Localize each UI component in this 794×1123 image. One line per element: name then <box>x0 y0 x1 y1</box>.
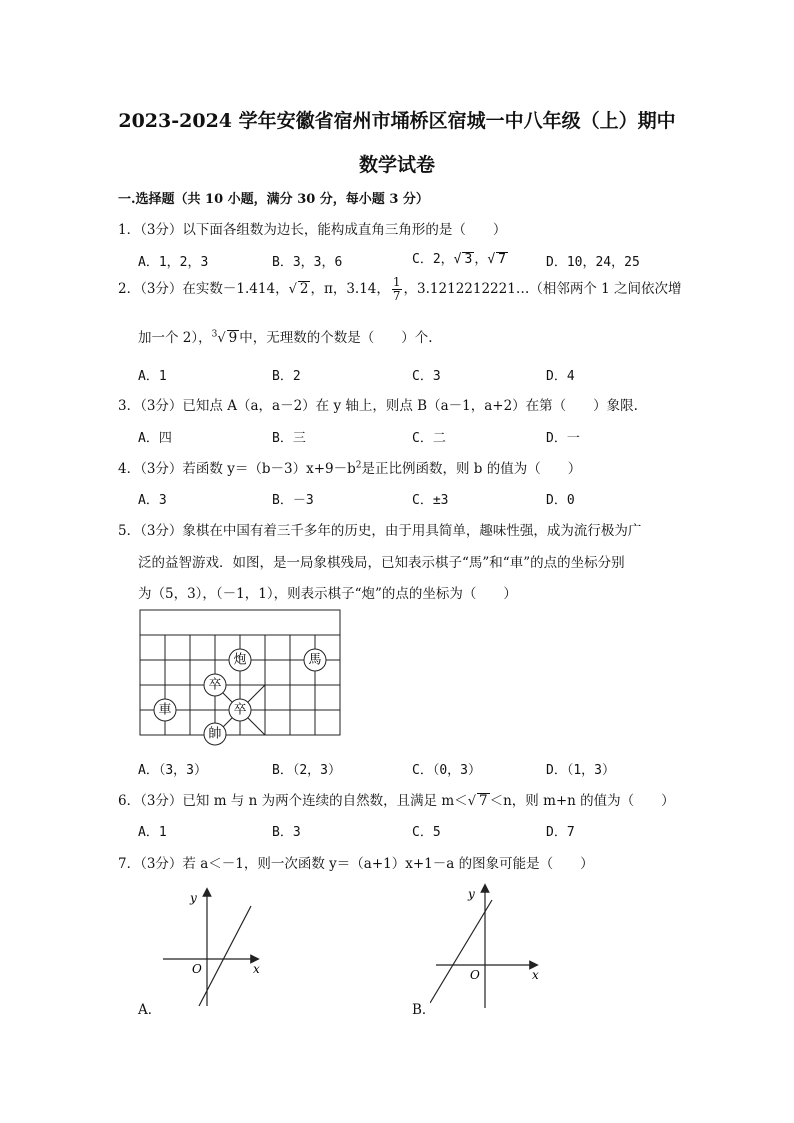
chess-board-figure <box>130 606 350 748</box>
q5-option-d: D．（1，3） <box>546 763 615 778</box>
piece-zu-2 <box>229 699 251 721</box>
piece-ma <box>304 649 326 671</box>
svg-text:O: O <box>470 968 480 982</box>
q2-option-c: C．3 <box>412 369 441 384</box>
svg-text:y: y <box>468 887 475 901</box>
question-4: 4．（3分）若函数 $y=(b-3)x+9-b^2$是正比例函数，则 b 的值为（ ） <box>118 460 582 477</box>
q3-option-a: A．四 <box>138 431 172 446</box>
svg-text:O: O <box>192 962 202 976</box>
piece-zu-1 <box>204 674 226 696</box>
q1-option-b: B．3，3，6 <box>272 255 343 270</box>
page-title: 2023-2024 学年安徽省宿州市埇桥区宿城一中八年级（上）期中 <box>118 110 676 132</box>
q7-option-b-label: B． <box>412 1002 436 1018</box>
svg-text:炮: 炮 <box>233 652 247 668</box>
q1-option-d: D．10，24，25 <box>546 255 640 270</box>
q5-option-c: C．（0，3） <box>412 763 481 778</box>
question-1: 1．（3分）以下面各组数为边长，能构成直角三角形的是（ ） <box>118 222 507 238</box>
q2-option-b: B．2 <box>272 369 301 384</box>
q2-option-d: D．4 <box>546 369 575 384</box>
piece-pao <box>229 649 251 671</box>
graph-a <box>155 884 280 1014</box>
question-2-line2: 加一个 2），$^3$√ 9 中，无理数的个数是（ ）个. <box>138 329 433 346</box>
q4-option-a: A．3 <box>138 493 167 508</box>
q7-option-a-label: A． <box>138 1002 162 1018</box>
q6-option-c: C．5 <box>412 825 441 840</box>
question-6: 6．（3分）已知 m 与 n 为两个连续的自然数，且满足 m＜√ 7 ＜n，则 m+n 的值为（ ） <box>118 793 675 809</box>
q4-option-b: B．－3 <box>272 493 314 508</box>
svg-text:x: x <box>253 962 260 976</box>
q4-option-c: C．±3 <box>412 493 449 508</box>
svg-text:x: x <box>532 968 539 982</box>
question-2-line1: 2．（3分）在实数－1.414，√ 2 ，π，3.14， $\frac{1}{7}$ ，3.1212212221…（相邻两个 1 之间依次增 <box>118 275 682 303</box>
question-7: 7．（3分）若 a＜－1，则一次函数 y＝（a+1）x+1－a 的图象可能是（ ） <box>118 856 594 872</box>
graph-b <box>430 880 555 1015</box>
q6-option-b: B．3 <box>272 825 301 840</box>
question-3: 3．（3分）已知点 A（a，a－2）在 y 轴上，则点 B（a－1，a+2）在第（ ）象限. <box>118 398 638 414</box>
q3-option-c: C．二 <box>412 431 446 446</box>
question-5-line2: 泛的益智游戏．如图，是一局象棋残局，已知表示棋子“馬”和“車”的点的坐标分别 <box>138 555 625 571</box>
q6-option-a: A．1 <box>138 825 167 840</box>
question-5-line3: 为（5，3），（－1，1），则表示棋子“炮”的点的坐标为（ ） <box>138 586 517 602</box>
q3-option-d: D．一 <box>546 431 580 446</box>
svg-text:帥: 帥 <box>208 726 222 742</box>
q4-option-d: D．0 <box>546 493 575 508</box>
section-heading: 一.选择题（共 10 小题，满分 30 分，每小题 3 分） <box>118 192 429 207</box>
svg-text:馬: 馬 <box>308 652 322 668</box>
q5-option-a: A．（3，3） <box>138 763 207 778</box>
question-5-line1: 5．（3分）象棋在中国有着三千多年的历史，由于用具简单，趣味性强，成为流行极为广 <box>118 523 642 539</box>
q1-option-c: C．2，√ 3 ，√ 7 <box>412 252 506 267</box>
svg-text:卒: 卒 <box>208 677 222 693</box>
q5-option-b: B．（2，3） <box>272 763 341 778</box>
q6-option-d: D．7 <box>546 825 575 840</box>
q1-option-a: A．1，2，3 <box>138 255 209 270</box>
piece-che <box>154 699 176 721</box>
svg-text:車: 車 <box>158 702 172 718</box>
q3-option-b: B．三 <box>272 431 306 446</box>
svg-text:y: y <box>190 891 197 905</box>
piece-shuai <box>204 723 226 745</box>
page-subtitle: 数学试卷 <box>358 154 435 176</box>
q2-option-a: A．1 <box>138 369 167 384</box>
svg-text:卒: 卒 <box>233 702 247 718</box>
